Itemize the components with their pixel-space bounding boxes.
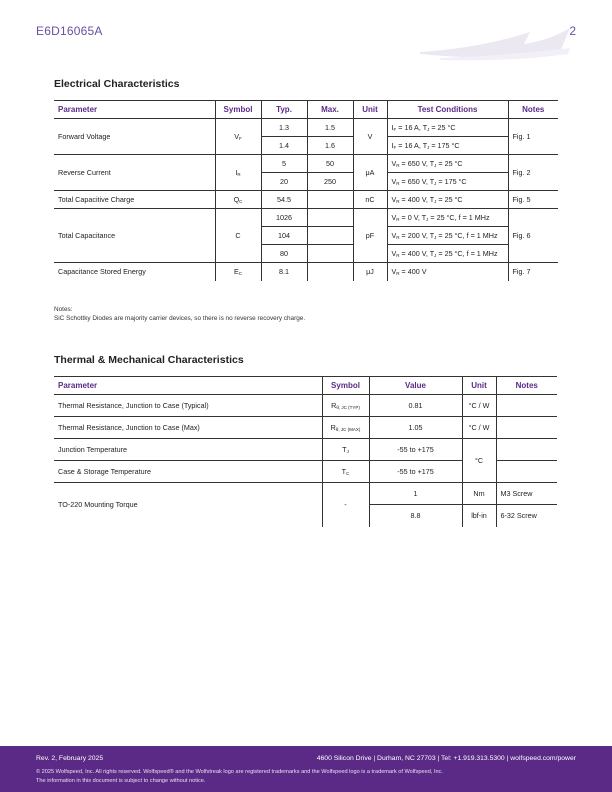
capacitance-typ-3: 80 [261,245,307,263]
revision-text: Rev. 2, February 2025 [36,755,104,762]
reverse-current-note: Fig. 2 [508,155,558,191]
notes-text: SiC Schottky Diodes are majority carrier devices, so there is no reverse recovery charge. [54,314,306,322]
forward-voltage-typ-2: 1.4 [261,137,307,155]
legal-line-2: The information in this document is subject to change without notice. [36,777,206,784]
thermal-row-unit: °C / W [462,417,496,439]
thermal-row-unit: °C / W [462,395,496,417]
reverse-current-cond-1: $V_R = 650$ V, $T_J = 25$ °C [387,155,508,173]
capacitive-charge-max [307,191,353,209]
col-value: Value [369,377,462,395]
table-row [54,263,558,281]
reverse-current-typ-2: 20 [261,173,307,191]
part-number: E6D16065A [36,24,103,38]
reverse-current-max-2: 250 [307,173,353,191]
col-typ: Typ. [261,101,307,119]
wolfstreak-watermark [420,18,580,70]
col-notes: Notes [508,101,558,119]
table-row [54,119,558,137]
torque-unit-1: Nm [462,483,496,505]
capacitive-charge-cond: $V_R = 400$ V, $T_J = 25$ °C [387,191,508,209]
capacitance-max-3 [307,245,353,263]
torque-symbol: - [322,483,369,527]
stored-energy-unit: μJ [353,263,387,281]
legal-notice [36,768,443,786]
capacitance-cond-3: $V_R = 400$ V, $T_J = 25$ °C, f = 1 MHz [387,245,508,263]
reverse-current-symbol: $I_R$ [215,155,261,191]
stored-energy-cond: $V_R = 400$ V [387,263,508,281]
thermal-row-note [496,439,557,461]
capacitance-symbol: C [215,209,261,263]
col-max: Max. [307,101,353,119]
page-footer [0,746,612,792]
thermal-row-label: Junction Temperature [54,439,322,461]
temperature-unit: °C [462,439,496,483]
col-parameter: Parameter [54,101,215,119]
capacitive-charge-note: Fig. 5 [508,191,558,209]
col-symbol: Symbol [215,101,261,119]
thermal-row-value: 0.81 [369,395,462,417]
torque-label: TO-220 Mounting Torque [58,500,138,510]
electrical-table [54,100,558,281]
notes-block [54,306,305,323]
table-row [54,395,557,417]
thermal-row-note [496,395,557,417]
thermal-row-symbol: $T_J$ [322,439,369,461]
reverse-current-typ-1: 5 [261,155,307,173]
thermal-row-label: Thermal Resistance, Junction to Case (Max) [54,417,322,439]
forward-voltage-label: Forward Voltage [54,119,215,155]
forward-voltage-note: Fig. 1 [508,119,558,155]
thermal-table [54,376,557,527]
capacitance-typ-2: 104 [261,227,307,245]
col-unit: Unit [462,377,496,395]
thermal-row-symbol: $R_{\theta, JC (TYP)}$ [322,395,369,417]
capacitance-note: Fig. 6 [508,209,558,263]
forward-voltage-cond-2: $I_F = 16$ A, $T_J = 175$ °C [387,137,508,155]
col-unit: Unit [353,101,387,119]
capacitance-label: Total Capacitance [54,209,215,263]
stored-energy-max [307,263,353,281]
table-row [54,155,558,173]
thermal-row-note [496,461,557,483]
stored-energy-note: Fig. 7 [508,263,558,281]
legal-line-1: © 2025 Wolfspeed, Inc. All rights reserved. Wolfspeed® and the Wolfstreak logo are registered trademarks and the Wolfspeed logo is a trademark of Wolfspeed, Inc. [36,769,443,775]
col-notes: Notes [496,377,557,395]
capacitive-charge-symbol: $Q_C$ [215,191,261,209]
capacitance-cond-1: $V_R = 0$ V, $T_J = 25$ °C, f = 1 MHz [387,209,508,227]
page-number: 2 [569,24,576,38]
capacitance-typ-1: 1026 [261,209,307,227]
thermal-row-value: 1.05 [369,417,462,439]
forward-voltage-unit: V [353,119,387,155]
forward-voltage-max-1: 1.5 [307,119,353,137]
capacitance-cond-2: $V_R = 200$ V, $T_J = 25$ °C, f = 1 MHz [387,227,508,245]
notes-label: Notes: [54,306,73,313]
torque-note-2: 6-32 Screw [496,505,557,527]
capacitive-charge-unit: nC [353,191,387,209]
contact-address: 4600 Silicon Drive | Durham, NC 27703 | Tel: +1.919.313.5300 | wolfspeed.com/power [316,755,576,762]
torque-value-2: 8.8 [369,505,462,527]
col-test-conditions: Test Conditions [387,101,508,119]
forward-voltage-symbol: $V_F$ [215,119,261,155]
table-row [54,439,557,461]
col-parameter: Parameter [54,377,322,395]
torque-unit-2: lbf-in [462,505,496,527]
capacitive-charge-label: Total Capacitive Charge [54,191,215,209]
capacitance-max-2 [307,227,353,245]
torque-note-1: M3 Screw [496,483,557,505]
table-row [54,417,557,439]
thermal-row-label: Case & Storage Temperature [54,461,322,483]
thermal-row-label: Thermal Resistance, Junction to Case (Typical) [54,395,322,417]
stored-energy-typ: 8.1 [261,263,307,281]
stored-energy-label: Capacitance Stored Energy [58,267,146,277]
thermal-row-symbol: $T_C$ [322,461,369,483]
thermal-row-value: -55 to +175 [369,461,462,483]
forward-voltage-max-2: 1.6 [307,137,353,155]
thermal-row-symbol: $R_{\theta, JC (MAX)}$ [322,417,369,439]
reverse-current-unit: μA [353,155,387,191]
reverse-current-max-1: 50 [307,155,353,173]
thermal-section-title: Thermal & Mechanical Characteristics [54,354,244,366]
stored-energy-symbol: $E_C$ [215,263,261,281]
torque-value-1: 1 [369,483,462,505]
capacitance-max-1 [307,209,353,227]
table-row [54,191,558,209]
reverse-current-cond-2: $V_R = 650$ V, $T_J = 175$ °C [387,173,508,191]
col-symbol: Symbol [322,377,369,395]
reverse-current-label: Reverse Current [54,155,215,191]
thermal-row-value: -55 to +175 [369,439,462,461]
capacitive-charge-typ: 54.5 [261,191,307,209]
table-row [54,209,558,227]
forward-voltage-cond-1: $I_F = 16$ A, $T_J = 25$ °C [387,119,508,137]
thermal-row-note [496,417,557,439]
electrical-section-title: Electrical Characteristics [54,78,180,90]
capacitance-unit: pF [353,209,387,263]
forward-voltage-typ-1: 1.3 [261,119,307,137]
table-row [54,483,557,505]
